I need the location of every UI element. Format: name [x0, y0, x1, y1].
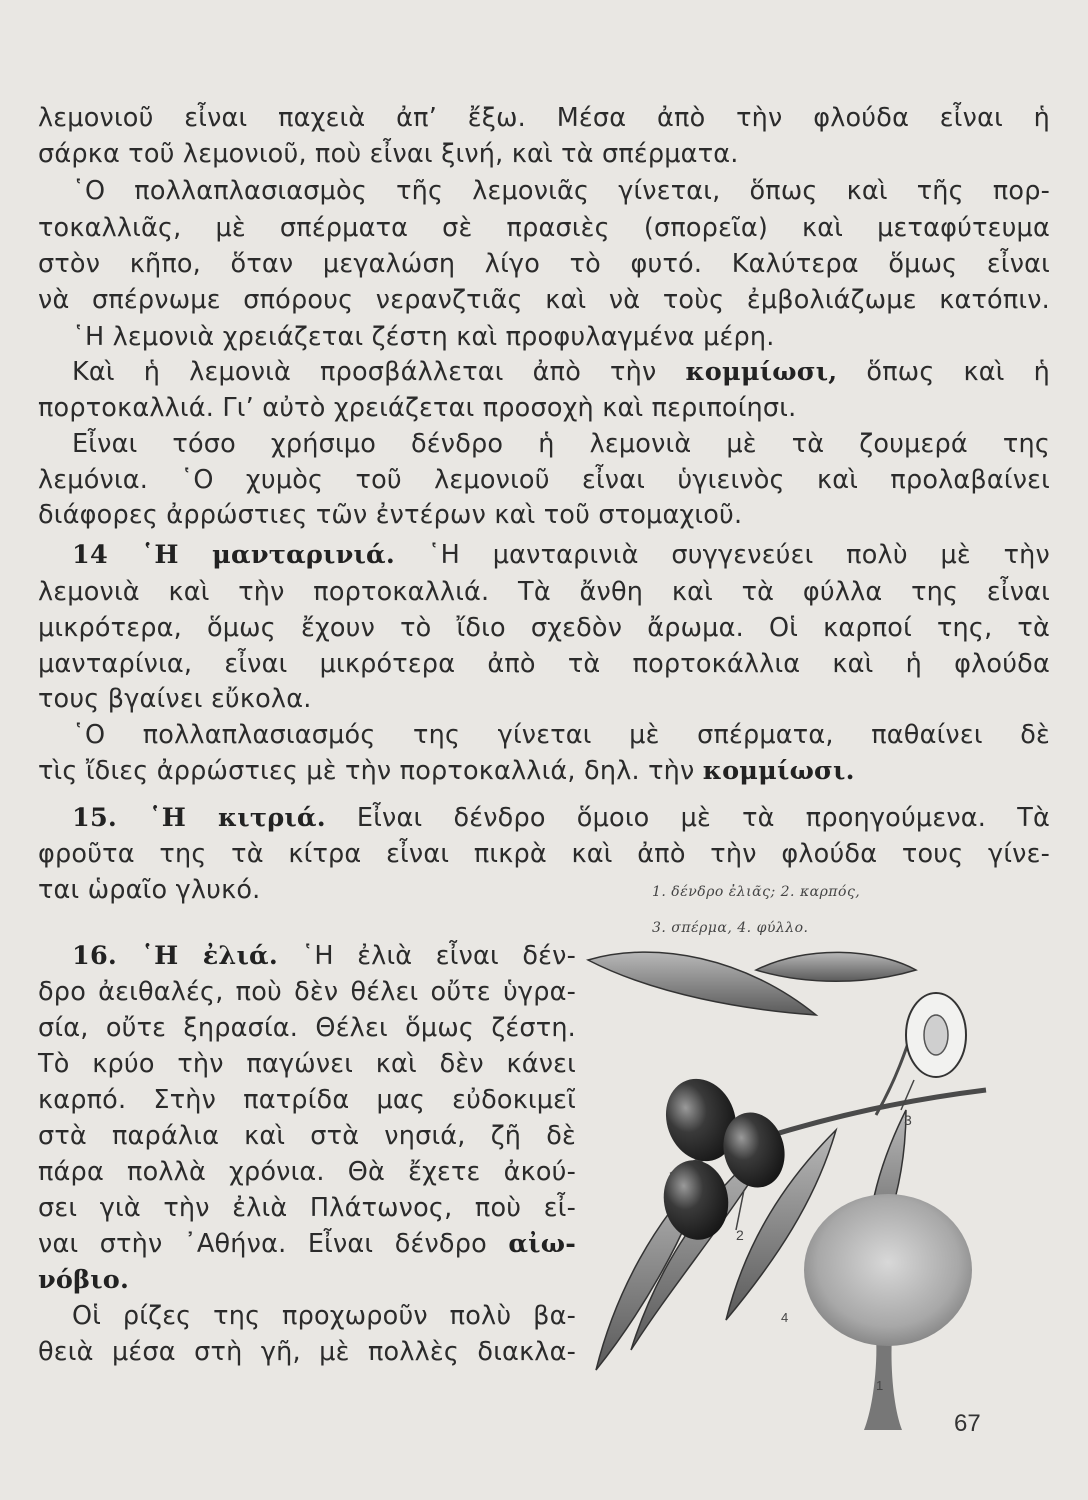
section-heading: 16. ῾Η ἐλιά.	[72, 941, 278, 971]
page-number: 67	[954, 1410, 981, 1437]
text-span: ναι στὴν ᾿Αθήνα. Εἶναι δένδρο	[38, 1229, 509, 1259]
text-line: καρπό. Στὴν πατρίδα μας εὐδοκιμεῖ	[38, 1085, 576, 1115]
text-line: Οἱ ρίζες της προχωροῦν πολὺ βα-	[72, 1301, 576, 1331]
section-heading-line	[72, 538, 1050, 572]
text-line: ῾Ο πολλαπλασιασμός της γίνεται μὲ σπέρματα, παθαίνει δὲ	[72, 720, 1050, 750]
bold-term: κομμίωσι,	[685, 357, 838, 387]
text-line: θειὰ μέσα στὴ γῆ, μὲ πολλὲς διακλα-	[38, 1337, 576, 1367]
text-line: ῾Ο πολλαπλασιασμὸς τῆς λεμονιᾶς γίνεται, ὅπως καὶ τῆς πορ-	[72, 176, 1050, 206]
section-heading: 14 ῾Η μανταρινιά.	[72, 540, 395, 570]
olive-section	[906, 993, 966, 1077]
text-line: λεμονιὰ καὶ τὴν πορτοκαλλιά. Τὰ ἄνθη καὶ τὰ φύλλα της εἶναι	[38, 577, 1050, 607]
text-line: μικρότερα, ὅμως ἔχουν τὸ ἴδιο σχεδὸν ἄρωμα. Οἱ καρποί της, τὰ	[38, 613, 1050, 643]
text-line: στὸν κῆπο, ὅταν μεγαλώση λίγο τὸ φυτό. Καλύτερα ὅμως εἶναι	[38, 249, 1050, 279]
bold-term: αἰω-	[508, 1229, 576, 1259]
text-line: πορτοκαλλιά. Γι’ αὐτὸ χρειάζεται προσοχὴ καὶ περιποίησι.	[38, 393, 797, 423]
text-span: Εἶναι δένδρο ὅμοιο μὲ τὰ προηγούμενα. Τὰ	[325, 803, 1050, 833]
text-line	[72, 355, 1050, 389]
text-line: τους βγαίνει εὔκολα.	[38, 684, 312, 714]
text-span: ῾Η μανταρινιὰ συγγενεύει πολὺ μὲ τὴν	[394, 540, 1050, 570]
text-line: Τὸ κρύο τὴν παγώνει καὶ δὲν κάνει	[38, 1049, 576, 1079]
text-span: τὶς ἴδιες ἀρρώστιες μὲ τὴν πορτοκαλλιά, δηλ. τὴν	[38, 756, 703, 786]
text-line: πάρα πολλὰ χρόνια. Θὰ ἔχετε ἀκού-	[38, 1157, 576, 1187]
text-line	[38, 1263, 576, 1297]
section-heading-line	[72, 939, 576, 973]
bold-term: νόβιο.	[38, 1265, 130, 1295]
figure-caption: 1. δένδρο ἐλιᾶς; 2. καρπός,	[652, 884, 861, 900]
label-4: 4	[781, 1310, 789, 1325]
label-1: 1	[876, 1378, 884, 1393]
olive-tree	[804, 1194, 972, 1430]
text-line: ται ὡραῖο γλυκό.	[38, 875, 261, 905]
text-span: ὅπως καὶ ἡ	[837, 357, 1051, 387]
olive-branch-illustration	[576, 940, 996, 1440]
text-line: διάφορες ἀρρώστιες τῶν ἐντέρων καὶ τοῦ στομαχιοῦ.	[38, 500, 743, 530]
bold-term: κομμίωσι.	[702, 756, 855, 786]
figure-caption: 3. σπέρμα, 4. φύλλο.	[652, 920, 809, 936]
text-line: λεμονιοῦ εἶναι παχειὰ ἀπ’ ἔξω. Μέσα ἀπὸ τὴν φλούδα εἶναι ἡ	[38, 103, 1050, 133]
section-heading: 15. ῾Η κιτριά.	[72, 803, 326, 833]
text-line: μανταρίνια, εἶναι μικρότερα ἀπὸ τὰ πορτοκάλλια καὶ ἡ φλούδα	[38, 649, 1050, 679]
text-line: τοκαλλιᾶς, μὲ σπέρματα σὲ πρασιὲς (σπορεῖα) καὶ μεταφύτευμα	[38, 213, 1050, 243]
text-line: Εἶναι τόσο χρήσιμο δένδρο ἡ λεμονιὰ μὲ τὰ ζουμερά της	[72, 429, 1050, 459]
text-line: ῾Η λεμονιὰ χρειάζεται ζέστη καὶ προφυλαγμένα μέρη.	[72, 322, 775, 352]
text-line: φροῦτα της τὰ κίτρα εἶναι πικρὰ καὶ ἀπὸ τὴν φλούδα τους γίνε-	[38, 839, 1050, 869]
text-line: δρο ἀειθαλές, ποὺ δὲν θέλει οὔτε ὑγρα-	[38, 977, 576, 1007]
text-line	[38, 754, 1050, 788]
text-line	[38, 1227, 576, 1261]
label-3: 3	[904, 1112, 912, 1128]
text-line: σει γιὰ τὴν ἐλιὰ Πλάτωνος, ποὺ εἶ-	[38, 1193, 576, 1223]
text-line: σάρκα τοῦ λεμονιοῦ, ποὺ εἶναι ξινή, καὶ τὰ σπέρματα.	[38, 139, 739, 169]
text-line: στὰ παράλια καὶ στὰ νησιά, ζῆ δὲ	[38, 1121, 576, 1151]
text-span: ῾Η ἐλιὰ εἶναι δέν-	[277, 941, 576, 971]
text-span: Καὶ ἡ λεμονιὰ προσβάλλεται ἀπὸ τὴν	[72, 357, 686, 387]
text-line: νὰ σπέρνωμε σπόρους νερανζτιᾶς καὶ νὰ τοὺς ἐμβολιάζωμε κατόπιν.	[38, 285, 1050, 315]
section-heading-line	[72, 801, 1050, 835]
label-2: 2	[736, 1227, 744, 1243]
text-line: λεμόνια. ῾Ο χυμὸς τοῦ λεμονιοῦ εἶναι ὑγιεινὸς καὶ προλαβαίνει	[38, 465, 1050, 495]
pointer-line	[901, 1080, 914, 1110]
text-line: σία, οὔτε ξηρασία. Θέλει ὅμως ζέστη.	[38, 1013, 576, 1043]
